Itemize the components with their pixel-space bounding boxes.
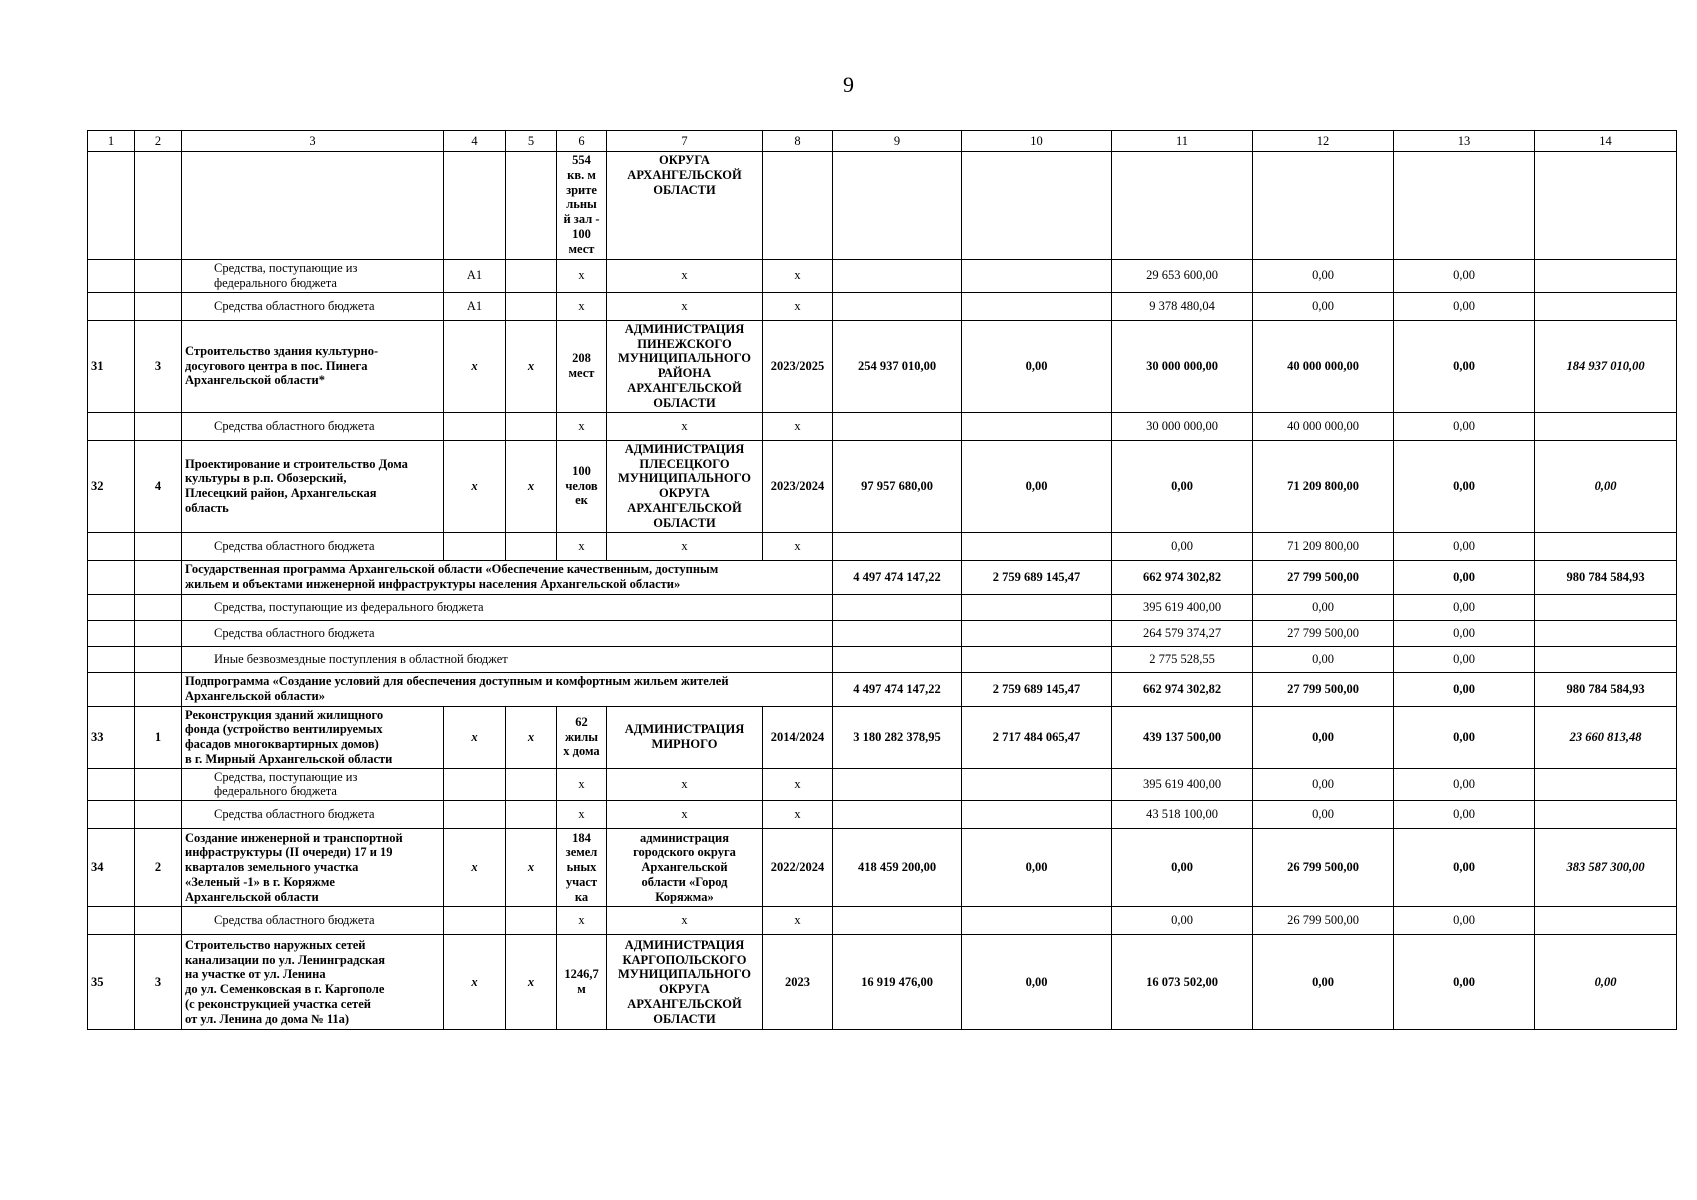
table-row [88, 412, 1677, 440]
cell-col5: х [506, 706, 557, 768]
cell-capacity: 100 челов ек [557, 440, 607, 532]
cell-customer: администрация городского округа Архангельской области «Город Коряжма» [607, 829, 763, 907]
table-row [88, 440, 1677, 532]
table-row [88, 706, 1677, 768]
cell-customer: АДМИНИСТРАЦИЯ МИРНОГО [607, 706, 763, 768]
cell-capacity: х [557, 532, 607, 560]
page-number: 9 [843, 72, 854, 97]
cell-estimate: 4 497 474 147,22 [833, 672, 962, 706]
cell-financed [962, 412, 1112, 440]
cell-num: 32 [88, 440, 135, 532]
cell-estimate [833, 620, 962, 646]
cell-capacity: 62 жилы х дома [557, 706, 607, 768]
cell-subnum [135, 801, 182, 829]
cell-year3: 0,00 [1394, 907, 1535, 935]
cell-code: А1 [444, 260, 506, 293]
cell-period: 2014/2024 [763, 706, 833, 768]
cell-remaining: 0,00 [1535, 440, 1677, 532]
cell-num: 34 [88, 829, 135, 907]
cell-period: 2023/2024 [763, 440, 833, 532]
cell-remaining [1535, 260, 1677, 293]
cell-remaining [1535, 907, 1677, 935]
table-row [88, 560, 1677, 594]
cell-remaining: 383 587 300,00 [1535, 829, 1677, 907]
cell-year1: 9 378 480,04 [1112, 292, 1253, 320]
cell-subnum: 3 [135, 320, 182, 412]
cell-customer: х [607, 532, 763, 560]
column-header: 8 [763, 131, 833, 152]
cell-capacity: х [557, 260, 607, 293]
cell-funding-source: Средства областного бюджета [182, 292, 444, 320]
cell-financed: 0,00 [962, 320, 1112, 412]
cell-financed: 2 759 689 145,47 [962, 560, 1112, 594]
cell-code [444, 412, 506, 440]
cell-subnum [135, 560, 182, 594]
cell-program-title: Подпрограмма «Создание условий для обеспечения доступным и комфортным жильем жителей Архангельской области» [182, 672, 833, 706]
cell-year3: 0,00 [1394, 260, 1535, 293]
cell-capacity: 184 земел ьных участ ка [557, 829, 607, 907]
cell-year2: 0,00 [1253, 594, 1394, 620]
cell-num [88, 646, 135, 672]
cell-customer: АДМИНИСТРАЦИЯ ПЛЕСЕЦКОГО МУНИЦИПАЛЬНОГО ОКРУГА АРХАНГЕЛЬСКОЙ ОБЛАСТИ [607, 440, 763, 532]
cell-period: х [763, 260, 833, 293]
cell-estimate [833, 260, 962, 293]
cell-customer: х [607, 260, 763, 293]
table-row [88, 594, 1677, 620]
cell-subnum [135, 594, 182, 620]
cell-funding-source: Средства областного бюджета [182, 801, 444, 829]
column-header: 1 [88, 131, 135, 152]
cell-estimate: 4 497 474 147,22 [833, 560, 962, 594]
cell-subnum [135, 672, 182, 706]
cell-estimate: 418 459 200,00 [833, 829, 962, 907]
cell-year2: 26 799 500,00 [1253, 829, 1394, 907]
cell-year3: 0,00 [1394, 829, 1535, 907]
cell-period: х [763, 532, 833, 560]
cell-num [88, 152, 135, 260]
cell-year2: 40 000 000,00 [1253, 412, 1394, 440]
cell-subnum [135, 152, 182, 260]
cell-year2: 0,00 [1253, 292, 1394, 320]
cell-num [88, 594, 135, 620]
cell-customer: х [607, 768, 763, 801]
column-header: 13 [1394, 131, 1535, 152]
table-row [88, 260, 1677, 293]
cell-year3: 0,00 [1394, 706, 1535, 768]
cell-col5 [506, 292, 557, 320]
cell-description [182, 152, 444, 260]
cell-col5 [506, 532, 557, 560]
cell-estimate [833, 532, 962, 560]
cell-remaining [1535, 412, 1677, 440]
column-header: 7 [607, 131, 763, 152]
cell-capacity: х [557, 768, 607, 801]
table-row [88, 646, 1677, 672]
cell-col5 [506, 907, 557, 935]
cell-year2: 0,00 [1253, 801, 1394, 829]
cell-financed: 0,00 [962, 440, 1112, 532]
cell-col11 [1112, 152, 1253, 260]
column-header: 11 [1112, 131, 1253, 152]
cell-col9 [833, 152, 962, 260]
cell-estimate [833, 801, 962, 829]
cell-financed [962, 768, 1112, 801]
cell-year3: 0,00 [1394, 768, 1535, 801]
cell-col5: х [506, 935, 557, 1030]
cell-code: х [444, 440, 506, 532]
cell-col5: х [506, 829, 557, 907]
cell-subnum [135, 646, 182, 672]
table-row [88, 768, 1677, 801]
header-row [88, 131, 1677, 152]
cell-subnum: 2 [135, 829, 182, 907]
cell-num [88, 560, 135, 594]
cell-estimate: 16 919 476,00 [833, 935, 962, 1030]
cell-year3: 0,00 [1394, 292, 1535, 320]
cell-year3: 0,00 [1394, 646, 1535, 672]
cell-period: х [763, 412, 833, 440]
cell-subnum [135, 532, 182, 560]
cell-year1: 43 518 100,00 [1112, 801, 1253, 829]
cell-code: х [444, 935, 506, 1030]
cell-year1: 30 000 000,00 [1112, 412, 1253, 440]
cell-num [88, 620, 135, 646]
cell-year2: 26 799 500,00 [1253, 907, 1394, 935]
cell-subnum [135, 907, 182, 935]
column-header: 3 [182, 131, 444, 152]
cell-capacity: 554 кв. м зрите льны й зал - 100 мест [557, 152, 607, 260]
cell-subnum [135, 292, 182, 320]
cell-period: 2023/2025 [763, 320, 833, 412]
cell-col5: х [506, 320, 557, 412]
cell-financed [962, 801, 1112, 829]
cell-estimate: 97 957 680,00 [833, 440, 962, 532]
cell-num [88, 292, 135, 320]
table-row [88, 152, 1677, 260]
cell-year1: 0,00 [1112, 907, 1253, 935]
column-header: 14 [1535, 131, 1677, 152]
cell-financed: 0,00 [962, 829, 1112, 907]
column-header: 12 [1253, 131, 1394, 152]
cell-year1: 29 653 600,00 [1112, 260, 1253, 293]
cell-year3: 0,00 [1394, 440, 1535, 532]
cell-estimate [833, 768, 962, 801]
column-header: 10 [962, 131, 1112, 152]
cell-capacity: х [557, 907, 607, 935]
column-header: 6 [557, 131, 607, 152]
cell-subnum [135, 412, 182, 440]
cell-remaining: 184 937 010,00 [1535, 320, 1677, 412]
budget-table [87, 130, 1677, 1030]
cell-remaining [1535, 532, 1677, 560]
table-row [88, 672, 1677, 706]
table-row [88, 532, 1677, 560]
cell-year1: 662 974 302,82 [1112, 672, 1253, 706]
cell-financed [962, 646, 1112, 672]
cell-year1: 0,00 [1112, 532, 1253, 560]
cell-subnum: 1 [135, 706, 182, 768]
cell-col5: х [506, 440, 557, 532]
cell-period: х [763, 907, 833, 935]
cell-subnum [135, 768, 182, 801]
cell-funding-source: Средства областного бюджета [182, 412, 444, 440]
cell-funding-source: Иные безвозмездные поступления в областной бюджет [182, 646, 833, 672]
column-header: 5 [506, 131, 557, 152]
cell-financed [962, 907, 1112, 935]
cell-capacity: х [557, 292, 607, 320]
cell-remaining [1535, 594, 1677, 620]
cell-code [444, 801, 506, 829]
cell-year2: 71 209 800,00 [1253, 440, 1394, 532]
cell-col8 [763, 152, 833, 260]
cell-period: х [763, 768, 833, 801]
cell-num: 33 [88, 706, 135, 768]
cell-col12 [1253, 152, 1394, 260]
cell-period: 2023 [763, 935, 833, 1030]
cell-year3: 0,00 [1394, 560, 1535, 594]
cell-year3: 0,00 [1394, 320, 1535, 412]
cell-num: 35 [88, 935, 135, 1030]
table-row [88, 935, 1677, 1030]
cell-col5 [506, 260, 557, 293]
cell-estimate [833, 646, 962, 672]
cell-col5 [506, 768, 557, 801]
cell-financed: 0,00 [962, 935, 1112, 1030]
cell-description: Строительство здания культурно- досугового центра в пос. Пинега Архангельской области* [182, 320, 444, 412]
table-row [88, 292, 1677, 320]
cell-year3: 0,00 [1394, 412, 1535, 440]
table-row [88, 801, 1677, 829]
cell-customer: х [607, 412, 763, 440]
cell-num [88, 260, 135, 293]
cell-remaining [1535, 620, 1677, 646]
cell-capacity: х [557, 801, 607, 829]
cell-year3: 0,00 [1394, 935, 1535, 1030]
table-row [88, 829, 1677, 907]
cell-customer: х [607, 907, 763, 935]
cell-year1: 662 974 302,82 [1112, 560, 1253, 594]
cell-year1: 395 619 400,00 [1112, 768, 1253, 801]
cell-col10 [962, 152, 1112, 260]
cell-customer: х [607, 292, 763, 320]
cell-financed [962, 532, 1112, 560]
cell-subnum [135, 620, 182, 646]
cell-year1: 30 000 000,00 [1112, 320, 1253, 412]
cell-year1: 2 775 528,55 [1112, 646, 1253, 672]
cell-year3: 0,00 [1394, 532, 1535, 560]
cell-year2: 0,00 [1253, 260, 1394, 293]
cell-year1: 16 073 502,00 [1112, 935, 1253, 1030]
cell-year2: 0,00 [1253, 935, 1394, 1030]
cell-year2: 40 000 000,00 [1253, 320, 1394, 412]
cell-customer: АДМИНИСТРАЦИЯ ПИНЕЖСКОГО МУНИЦИПАЛЬНОГО РАЙОНА АРХАНГЕЛЬСКОЙ ОБЛАСТИ [607, 320, 763, 412]
cell-year2: 27 799 500,00 [1253, 672, 1394, 706]
table-row [88, 320, 1677, 412]
cell-funding-source: Средства, поступающие из федерального бюджета [182, 768, 444, 801]
cell-col5 [506, 152, 557, 260]
cell-capacity: 208 мест [557, 320, 607, 412]
cell-remaining: 980 784 584,93 [1535, 560, 1677, 594]
cell-customer: АДМИНИСТРАЦИЯ КАРГОПОЛЬСКОГО МУНИЦИПАЛЬНОГО ОКРУГА АРХАНГЕЛЬСКОЙ ОБЛАСТИ [607, 935, 763, 1030]
cell-year2: 0,00 [1253, 646, 1394, 672]
cell-year3: 0,00 [1394, 672, 1535, 706]
cell-financed [962, 292, 1112, 320]
cell-year1: 0,00 [1112, 829, 1253, 907]
cell-remaining [1535, 801, 1677, 829]
cell-capacity: 1246,7 м [557, 935, 607, 1030]
cell-code: х [444, 829, 506, 907]
cell-remaining [1535, 646, 1677, 672]
cell-estimate [833, 412, 962, 440]
cell-funding-source: Средства, поступающие из федерального бюджета [182, 260, 444, 293]
cell-num [88, 412, 135, 440]
cell-code: А1 [444, 292, 506, 320]
cell-remaining [1535, 292, 1677, 320]
cell-year1: 395 619 400,00 [1112, 594, 1253, 620]
cell-estimate [833, 292, 962, 320]
cell-code: х [444, 706, 506, 768]
cell-customer: х [607, 801, 763, 829]
cell-funding-source: Средства областного бюджета [182, 907, 444, 935]
cell-year1: 264 579 374,27 [1112, 620, 1253, 646]
cell-funding-source: Средства, поступающие из федерального бюджета [182, 594, 833, 620]
cell-year2: 0,00 [1253, 768, 1394, 801]
cell-code [444, 768, 506, 801]
cell-period: х [763, 292, 833, 320]
cell-period: х [763, 801, 833, 829]
cell-col13 [1394, 152, 1535, 260]
cell-estimate: 254 937 010,00 [833, 320, 962, 412]
table-row [88, 620, 1677, 646]
cell-code [444, 907, 506, 935]
cell-year3: 0,00 [1394, 801, 1535, 829]
cell-code [444, 532, 506, 560]
cell-remaining [1535, 768, 1677, 801]
cell-funding-source: Средства областного бюджета [182, 532, 444, 560]
cell-funding-source: Средства областного бюджета [182, 620, 833, 646]
cell-num: 31 [88, 320, 135, 412]
cell-description: Создание инженерной и транспортной инфраструктуры (II очереди) 17 и 19 кварталов земельного участка «Зеленый -1» в г. Коряжме Архангельской области [182, 829, 444, 907]
cell-col4 [444, 152, 506, 260]
cell-year1: 0,00 [1112, 440, 1253, 532]
cell-year3: 0,00 [1394, 594, 1535, 620]
cell-num [88, 801, 135, 829]
cell-description: Реконструкция зданий жилищного фонда (устройство вентилируемых фасадов многоквартирных домов) в г. Мирный Архангельской области [182, 706, 444, 768]
column-header: 2 [135, 131, 182, 152]
cell-subnum: 4 [135, 440, 182, 532]
cell-col5 [506, 412, 557, 440]
cell-remaining: 23 660 813,48 [1535, 706, 1677, 768]
cell-financed: 2 759 689 145,47 [962, 672, 1112, 706]
cell-financed [962, 620, 1112, 646]
cell-subnum: 3 [135, 935, 182, 1030]
cell-program-title: Государственная программа Архангельской области «Обеспечение качественным, доступным жильем и объектами инженерной инфраструктуры населения Архангельской области» [182, 560, 833, 594]
cell-year2: 27 799 500,00 [1253, 560, 1394, 594]
cell-estimate [833, 594, 962, 620]
table-row [88, 907, 1677, 935]
column-header: 9 [833, 131, 962, 152]
cell-year2: 27 799 500,00 [1253, 620, 1394, 646]
cell-financed [962, 594, 1112, 620]
cell-customer: ОКРУГА АРХАНГЕЛЬСКОЙ ОБЛАСТИ [607, 152, 763, 260]
cell-description: Проектирование и строительство Дома культуры в р.п. Обозерский, Плесецкий район, Архангельская область [182, 440, 444, 532]
cell-col5 [506, 801, 557, 829]
cell-num [88, 672, 135, 706]
cell-num [88, 532, 135, 560]
cell-num [88, 768, 135, 801]
cell-period: 2022/2024 [763, 829, 833, 907]
cell-year2: 71 209 800,00 [1253, 532, 1394, 560]
column-header: 4 [444, 131, 506, 152]
cell-estimate: 3 180 282 378,95 [833, 706, 962, 768]
cell-description: Строительство наружных сетей канализации по ул. Ленинградская на участке от ул. Ленина до ул. Семенковская в г. Каргополе (с реконструкцией участка сетей от ул. Ленина до дома № 11а) [182, 935, 444, 1030]
cell-subnum [135, 260, 182, 293]
cell-capacity: х [557, 412, 607, 440]
cell-estimate [833, 907, 962, 935]
cell-year2: 0,00 [1253, 706, 1394, 768]
cell-remaining: 0,00 [1535, 935, 1677, 1030]
cell-year1: 439 137 500,00 [1112, 706, 1253, 768]
cell-code: х [444, 320, 506, 412]
cell-financed [962, 260, 1112, 293]
cell-year3: 0,00 [1394, 620, 1535, 646]
cell-remaining: 980 784 584,93 [1535, 672, 1677, 706]
cell-col14 [1535, 152, 1677, 260]
cell-financed: 2 717 484 065,47 [962, 706, 1112, 768]
cell-num [88, 907, 135, 935]
